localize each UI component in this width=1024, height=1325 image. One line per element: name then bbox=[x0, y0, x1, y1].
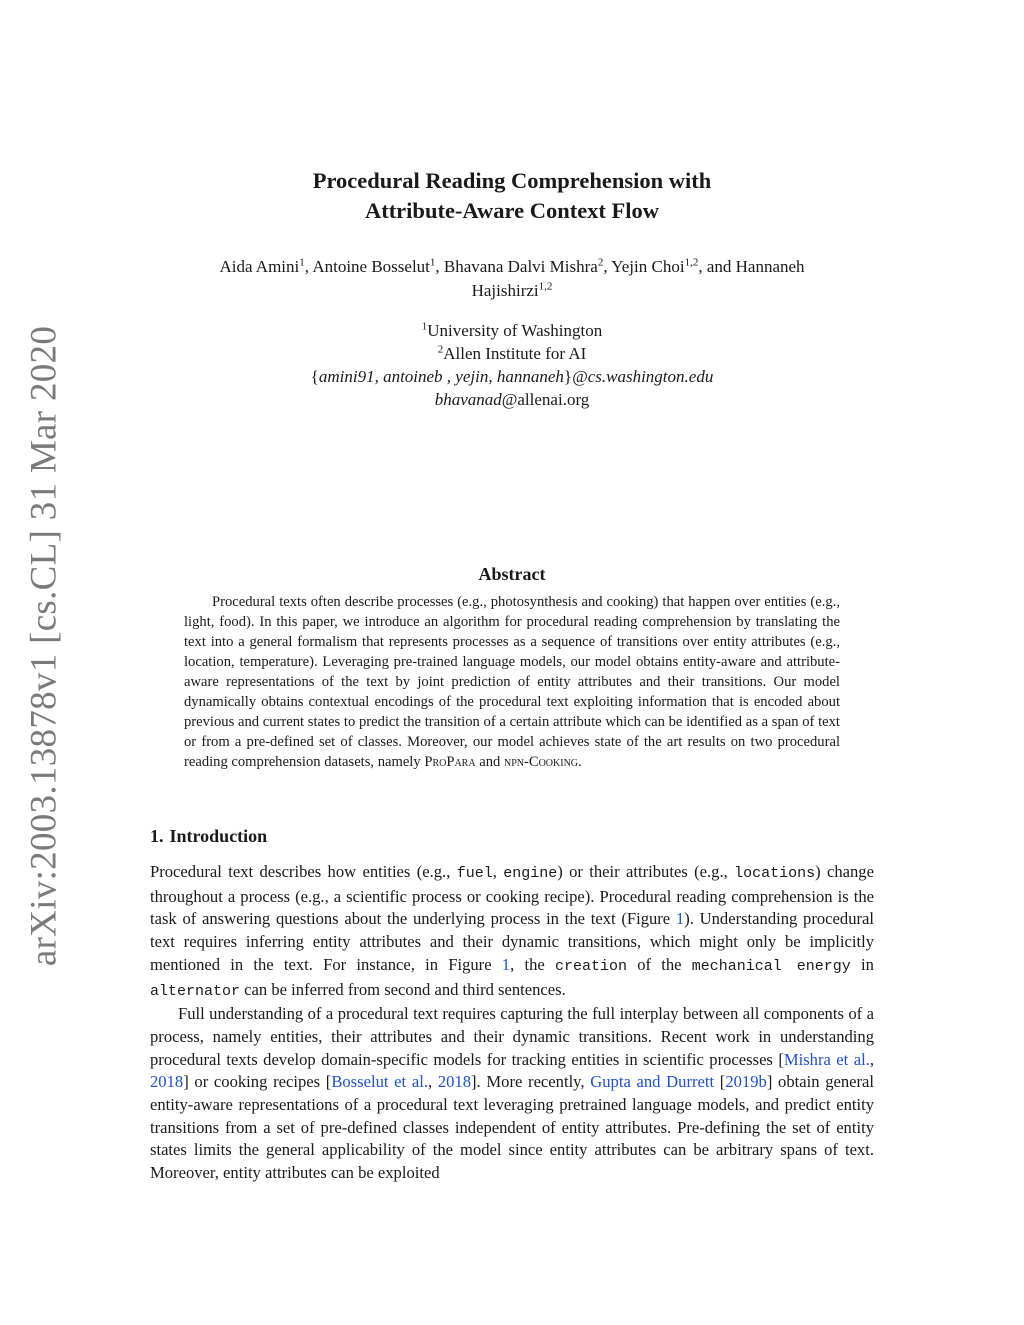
citation-link[interactable]: Bosselut et al. bbox=[331, 1072, 428, 1092]
arxiv-identifier-stamp: arXiv:2003.13878v1 [cs.CL] 31 Mar 2020 bbox=[23, 325, 65, 967]
introduction-body bbox=[150, 861, 874, 1185]
paper-title bbox=[150, 166, 874, 226]
code-term: creation bbox=[554, 957, 627, 975]
email-uw: {amini91, antoineb , yejin, hannaneh}@cs.washington.edu bbox=[310, 367, 714, 386]
citation-year-link[interactable]: 2018 bbox=[150, 1072, 184, 1092]
section-number: 1. bbox=[150, 826, 164, 846]
author-affil-mark: 1 bbox=[429, 256, 436, 269]
citation-year-link[interactable]: 2018 bbox=[437, 1072, 472, 1092]
title-line-1: Procedural Reading Comprehension with bbox=[312, 168, 712, 193]
title-line-2: Attribute-Aware Context Flow bbox=[364, 198, 660, 223]
paragraph: Full understanding of a procedural text requires capturing the full interplay between all components of a process, namely entities, their attributes and their dynamic transitions. Recent work in understanding procedural texts develop domain-specific models for tracking entities in scientific processes [Mishra et al., 2018] or cooking recipes [Bosselut et al., 2018]. More recently, Gupta and Durrett [2019b] obtain general entity-aware representations of a procedural text leveraging pretrained language models, and predict entity transitions from a set of pre-defined classes independent of entity attributes. Pre-defining the set of entity states limits the general applicability of the model since entity attributes can be arbitrary spans of text. Moreover, entity attributes can be exploited bbox=[150, 1004, 875, 1183]
author-list: Aida Amini$^1$, Antoine Bosselut$^1$, Bhavana Dalvi Mishra$^2$, Yejin Choi$^{1,2}$, and Hannaneh Hajishirzi$^{1,2}$ bbox=[219, 256, 805, 300]
figure-ref-link[interactable]: 1 bbox=[501, 954, 511, 974]
dataset-propara: ProPara bbox=[424, 754, 476, 770]
code-term: alternator bbox=[150, 982, 241, 1000]
citation-link[interactable]: Mishra et al. bbox=[783, 1049, 870, 1069]
paragraph: Procedural text describes how entities (e.g., fuel, engine) or their attributes (e.g., locations) change throughout a process (e.g., a scientific process or cooking recipe). Procedural reading comprehension is the task of answering questions about the underlying process in the text (Figure 1). Understanding procedural text requires inferring entity attributes and their dynamic transitions, which might only be implicitly mentioned in the text. For instance, in Figure 1, the creation of the mechanical energy in alternator can be inferred from second and third sentences. bbox=[150, 862, 874, 1000]
code-term: engine bbox=[503, 865, 558, 882]
author-name: Antoine Bosselut bbox=[312, 257, 430, 276]
author-affil-mark: 2 bbox=[597, 256, 604, 269]
code-term: fuel bbox=[456, 865, 493, 882]
dataset-npn-cooking: npn-Cooking bbox=[503, 754, 579, 770]
email-ai2: bhavanad@allenai.org bbox=[434, 390, 590, 409]
author-affil-mark: 1,2 bbox=[684, 256, 699, 269]
citation-year-link[interactable]: 2019b bbox=[725, 1072, 767, 1092]
affiliation-ai2: $^2$Allen Institute for AI bbox=[437, 343, 587, 363]
author-name: Hajishirzi bbox=[471, 281, 539, 300]
code-term: locations bbox=[734, 865, 816, 882]
author-name-prefix: and Hannaneh bbox=[706, 257, 805, 276]
author-name: Bhavana Dalvi Mishra bbox=[443, 257, 598, 276]
affiliations bbox=[150, 319, 874, 411]
affiliation-uw: $^1$University of Washington bbox=[421, 320, 603, 340]
author-name: Yejin Choi bbox=[611, 257, 685, 276]
author-name: Aida Amini bbox=[219, 257, 300, 276]
author-affil-mark: 1,2 bbox=[538, 280, 553, 293]
citation-link[interactable]: Gupta and Durrett bbox=[590, 1072, 715, 1092]
code-term: mechanical energy bbox=[691, 957, 851, 975]
section-title: Introduction bbox=[169, 826, 268, 846]
abstract-text: Procedural texts often describe processes (e.g., photosynthesis and cooking) that happen over entities (e.g., light, food). In this paper, we introduce an algorithm for procedural reading comprehension by translating the text into a general formalism that represents processes as a sequence of transitions over entity attributes (e.g., location, temperature). Leveraging pre-trained language models, our model obtains entity-aware and attribute-aware representations of the text by joint prediction of entity attributes and their transitions. Our model dynamically obtains contextual encodings of the procedural text exploiting information that is encoded about previous and current states to predict the transition of a certain attribute which can be identified as a span of text or from a pre-defined set of classes. Moreover, our model achieves state of the art results on two procedural reading comprehension datasets, namely ProPara and npn-Cooking. bbox=[184, 594, 840, 770]
section-heading-introduction bbox=[150, 824, 267, 848]
author-affil-mark: 1 bbox=[299, 256, 305, 269]
figure-ref-link[interactable]: 1 bbox=[675, 909, 685, 929]
abstract-heading: Abstract bbox=[478, 564, 546, 584]
